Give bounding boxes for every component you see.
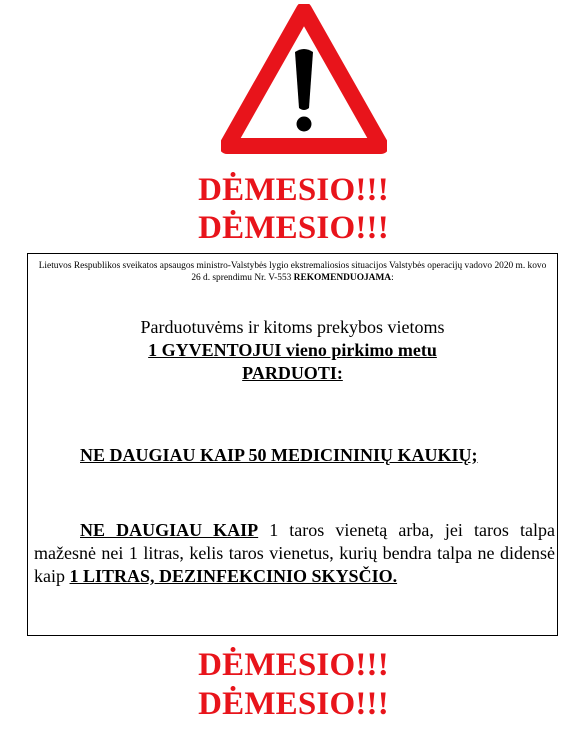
intro-colon: : xyxy=(391,273,394,283)
limit-emphasis: NE DAUGIAU KAIP xyxy=(80,520,259,540)
limit-masks xyxy=(34,444,555,467)
lead-subheading: PARDUOTI: xyxy=(242,363,343,383)
intro-text: Lietuvos Respublikos sveikatos apsaugos ministro-Valstybės lygio ekstremaliosios situacijos Valstybės operacijų vadovo 2020 m. kovo 26 d. sprendimu Nr. V-553 xyxy=(38,261,547,283)
notice-intro xyxy=(34,260,551,284)
attention-heading: DĖMESIO!!! xyxy=(198,172,389,208)
attention-heading: DĖMESIO!!! xyxy=(198,210,389,246)
limit-disinfectant xyxy=(34,519,555,588)
notice-lead xyxy=(28,316,557,385)
notice-box xyxy=(27,253,558,636)
warning-triangle-icon xyxy=(221,4,387,154)
limit-emphasis: 1 LITRAS, DEZINFEKCINIO SKYSČIO. xyxy=(69,566,398,586)
limit-text: 1 taros vienetą arba, jei taros talpa mažesnė nei 1 litras, kelis taros vienetus, kurių bendra talpa ne didensė kaip xyxy=(34,520,555,586)
attention-heading: DĖMESIO!!! xyxy=(198,647,389,683)
attention-heading: DĖMESIO!!! xyxy=(198,686,389,722)
intro-emphasis: REKOMENDUOJAMA xyxy=(293,273,392,283)
limit-masks-text: NE DAUGIAU KAIP 50 MEDICININIŲ KAUKIŲ; xyxy=(80,445,478,465)
lead-line: Parduotuvėms ir kitoms prekybos vietoms xyxy=(140,317,445,337)
lead-subheading: 1 GYVENTOJUI vieno pirkimo metu xyxy=(148,340,437,360)
